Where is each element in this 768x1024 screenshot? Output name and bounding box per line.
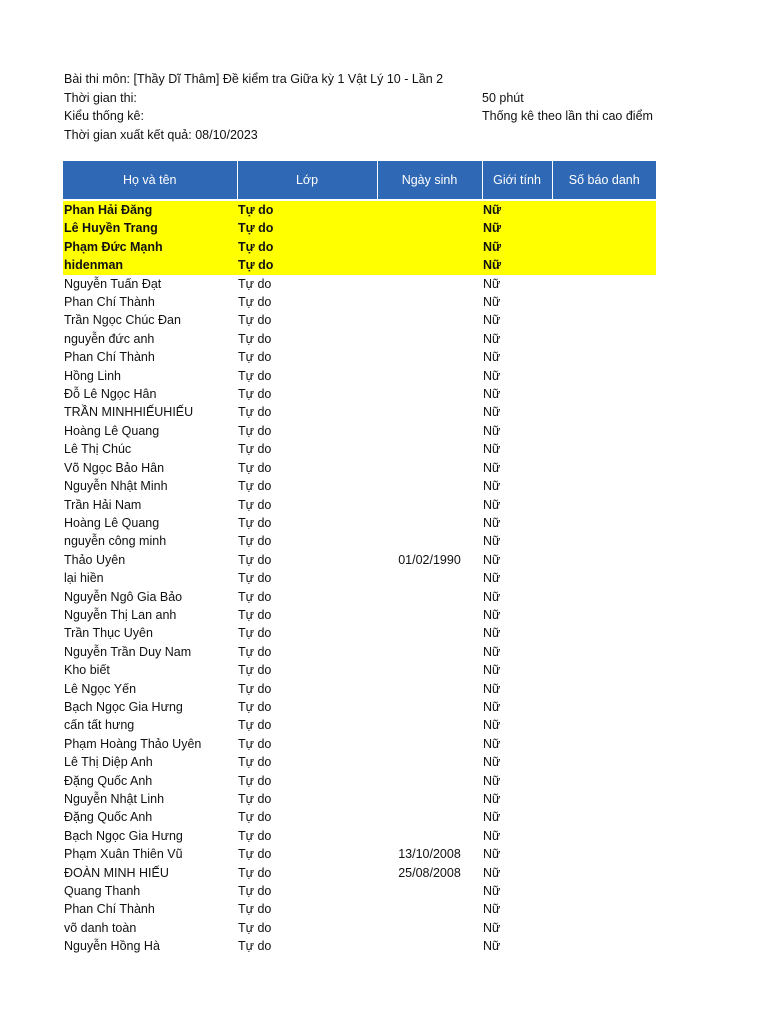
class-cell: Tự do <box>238 607 272 622</box>
dob-cell <box>377 661 482 679</box>
dob-cell <box>377 238 482 256</box>
class-cell: Tự do <box>238 387 272 402</box>
dob-cell <box>377 496 482 514</box>
sbd-cell <box>552 422 656 440</box>
gender-cell: Nữ <box>483 773 501 788</box>
dob-cell <box>377 219 482 237</box>
gender-cell: Nữ <box>483 571 501 586</box>
name-cell: Hoàng Lê Quang <box>64 515 160 530</box>
sbd-cell <box>552 588 656 606</box>
dob-cell <box>377 698 482 716</box>
table-row <box>63 330 656 348</box>
dob-cell <box>377 882 482 900</box>
table-row <box>63 367 656 385</box>
highlighted-row <box>63 201 656 219</box>
sbd-cell <box>552 238 656 256</box>
class-cell: Tự do <box>238 810 272 825</box>
gender-cell: Nữ <box>483 718 501 733</box>
column-header-class: Lớp <box>237 161 377 199</box>
sbd-cell <box>552 827 656 845</box>
exam-info <box>64 70 704 144</box>
class-cell: Tự do <box>238 442 272 457</box>
sbd-cell <box>552 661 656 679</box>
gender-cell: Nữ <box>483 663 501 678</box>
exam-title: Bài thi môn: [Thầy Dĩ Thâm] Đề kiểm tra Giữa kỳ 1 Vật Lý 10 - Lần 2 <box>64 72 444 86</box>
sbd-cell <box>552 716 656 734</box>
table-row <box>63 900 656 918</box>
sbd-cell <box>552 201 656 219</box>
sbd-cell <box>552 403 656 421</box>
gender-cell: Nữ <box>483 939 501 954</box>
class-cell: Tự do <box>238 571 272 586</box>
name-cell: Lê Thị Diệp Anh <box>64 755 153 770</box>
stat-type-value: Thống kê theo lần thi cao điểm <box>482 109 653 123</box>
sbd-cell <box>552 569 656 587</box>
class-cell: Tự do <box>237 219 377 237</box>
gender-cell: Nữ <box>483 828 501 843</box>
class-cell: Tự do <box>238 792 272 806</box>
dob-cell <box>377 514 482 532</box>
class-cell: Tự do <box>238 276 272 291</box>
table-row <box>63 772 656 790</box>
class-cell: Tự do <box>238 847 272 862</box>
class-cell: Tự do <box>238 828 272 843</box>
sbd-cell <box>552 367 656 385</box>
gender-cell: Nữ <box>482 219 552 237</box>
name-cell: Nguyễn Nhật Linh <box>64 792 165 806</box>
name-cell: Phan Chí Thành <box>64 350 155 365</box>
dob-cell <box>377 680 482 698</box>
class-cell: Tự do <box>238 479 272 494</box>
highlighted-row <box>63 256 656 274</box>
class-cell: Tự do <box>238 755 272 770</box>
gender-cell: Nữ <box>483 479 501 494</box>
duration-value: 50 phút <box>482 90 524 105</box>
sbd-cell <box>552 496 656 514</box>
name-cell: Nguyễn Tuấn Đạt <box>64 276 162 291</box>
sbd-cell <box>552 808 656 826</box>
class-cell: Tự do <box>237 256 377 274</box>
dob-cell: 13/10/2008 <box>398 847 461 862</box>
table-body <box>63 199 656 956</box>
highlighted-row <box>63 238 656 256</box>
gender-cell: Nữ <box>483 607 501 622</box>
class-cell: Tự do <box>238 515 272 530</box>
table-row <box>63 716 656 734</box>
dob-cell <box>377 348 482 366</box>
sbd-cell <box>552 551 656 569</box>
class-cell: Tự do <box>238 626 272 641</box>
name-cell: võ danh toàn <box>64 920 137 935</box>
table-row <box>63 496 656 514</box>
table-row <box>63 680 656 698</box>
class-cell: Tự do <box>238 313 272 328</box>
class-cell: Tự do <box>237 201 377 219</box>
table-row <box>63 624 656 642</box>
gender-cell: Nữ <box>483 792 501 806</box>
class-cell: Tự do <box>238 865 272 880</box>
sbd-cell <box>552 937 656 955</box>
column-header-dob: Ngày sinh <box>377 161 482 199</box>
sbd-cell <box>552 919 656 937</box>
dob-cell <box>377 440 482 458</box>
sbd-cell <box>552 256 656 274</box>
class-cell: Tự do <box>238 939 272 954</box>
gender-cell: Nữ <box>482 238 552 256</box>
dob-cell <box>377 624 482 642</box>
class-cell: Tự do <box>237 238 377 256</box>
table-row <box>63 440 656 458</box>
gender-cell: Nữ <box>483 902 501 917</box>
name-cell: Nguyễn Nhật Minh <box>64 479 168 494</box>
name-cell: Thảo Uyên <box>64 552 126 567</box>
sbd-cell <box>552 532 656 550</box>
gender-cell: Nữ <box>483 387 501 402</box>
gender-cell: Nữ <box>482 201 552 219</box>
gender-cell: Nữ <box>483 368 501 383</box>
name-cell: Nguyễn Trần Duy Nam <box>64 644 192 659</box>
gender-cell: Nữ <box>483 423 501 438</box>
stat-type-row <box>64 107 704 126</box>
name-cell: Hoàng Lê Quang <box>64 423 160 438</box>
name-cell: TRẦN MINHHIẾUHIẾU <box>64 405 194 420</box>
class-cell: Tự do <box>238 552 272 567</box>
class-cell: Tự do <box>238 368 272 383</box>
name-cell: cấn tất hưng <box>64 718 135 733</box>
dob-cell <box>377 790 482 808</box>
table-row <box>63 459 656 477</box>
gender-cell: Nữ <box>483 736 501 751</box>
sbd-cell <box>552 882 656 900</box>
table-row <box>63 606 656 624</box>
dob-cell <box>377 293 482 311</box>
dob-cell <box>377 422 482 440</box>
name-cell: Võ Ngọc Bảo Hân <box>64 460 165 475</box>
name-cell: Nguyễn Thị Lan anh <box>64 607 177 622</box>
dob-cell <box>377 808 482 826</box>
table-row <box>63 661 656 679</box>
gender-cell: Nữ <box>483 497 501 512</box>
name-cell: lại hiền <box>64 571 104 586</box>
table-row <box>63 864 656 882</box>
dob-cell <box>377 330 482 348</box>
column-header-name: Họ và tên <box>63 161 237 199</box>
class-cell: Tự do <box>238 534 272 549</box>
table-row <box>63 643 656 661</box>
class-cell: Tự do <box>238 405 272 420</box>
name-cell: Nguyễn Ngô Gia Bảo <box>64 589 183 604</box>
name-cell: Hồng Linh <box>64 368 121 383</box>
class-cell: Tự do <box>238 644 272 659</box>
name-cell: Đỗ Lê Ngọc Hân <box>64 387 157 402</box>
class-cell: Tự do <box>238 699 272 714</box>
table-row <box>63 698 656 716</box>
class-cell: Tự do <box>238 331 272 346</box>
name-cell: Phan Chí Thành <box>64 295 155 310</box>
name-cell: Lê Thị Chúc <box>64 442 132 457</box>
dob-cell <box>377 459 482 477</box>
name-cell: Đặng Quốc Anh <box>64 810 153 825</box>
name-cell: Phạm Đức Mạnh <box>63 238 237 256</box>
class-cell: Tự do <box>238 736 272 751</box>
name-cell: Đặng Quốc Anh <box>64 773 153 788</box>
name-cell: Lê Ngọc Yến <box>64 681 137 696</box>
gender-cell: Nữ <box>483 442 501 457</box>
sbd-cell <box>552 459 656 477</box>
duration-label: Thời gian thi: <box>64 90 137 105</box>
dob-cell <box>377 311 482 329</box>
gender-cell: Nữ <box>483 405 501 420</box>
table-row <box>63 790 656 808</box>
dob-cell <box>377 275 482 293</box>
table-row <box>63 477 656 495</box>
dob-cell <box>377 643 482 661</box>
dob-cell <box>377 827 482 845</box>
dob-cell <box>377 588 482 606</box>
gender-cell: Nữ <box>483 626 501 641</box>
gender-cell: Nữ <box>483 460 501 475</box>
name-cell: Phan Hải Đăng <box>63 201 237 219</box>
name-cell: nguyễn đức anh <box>64 331 155 346</box>
name-cell: Trần Hải Nam <box>64 497 142 512</box>
gender-cell: Nữ <box>483 847 501 862</box>
dob-cell <box>377 753 482 771</box>
sbd-cell <box>552 219 656 237</box>
sbd-cell <box>552 514 656 532</box>
stat-type-label: Kiểu thống kê: <box>64 109 144 123</box>
gender-cell: Nữ <box>483 295 501 310</box>
table-row <box>63 735 656 753</box>
class-cell: Tự do <box>238 460 272 475</box>
dob-cell <box>377 569 482 587</box>
results-table <box>63 161 656 956</box>
dob-cell <box>377 477 482 495</box>
sbd-cell <box>552 348 656 366</box>
gender-cell: Nữ <box>483 515 501 530</box>
sbd-cell <box>552 753 656 771</box>
gender-cell: Nữ <box>483 350 501 365</box>
dob-cell <box>377 403 482 421</box>
name-cell: Nguyễn Hồng Hà <box>64 939 160 954</box>
name-cell: Bạch Ngọc Gia Hưng <box>64 699 183 714</box>
gender-cell: Nữ <box>483 552 501 567</box>
table-header-row <box>63 161 656 199</box>
name-cell: Lê Huyền Trang <box>63 219 237 237</box>
gender-cell: Nữ <box>483 534 501 549</box>
gender-cell: Nữ <box>483 276 501 291</box>
class-cell: Tự do <box>238 350 272 365</box>
class-cell: Tự do <box>238 663 272 678</box>
gender-cell: Nữ <box>483 644 501 659</box>
class-cell: Tự do <box>238 773 272 788</box>
sbd-cell <box>552 311 656 329</box>
sbd-cell <box>552 900 656 918</box>
gender-cell: Nữ <box>483 681 501 696</box>
table-row <box>63 293 656 311</box>
table-row <box>63 422 656 440</box>
dob-cell <box>377 937 482 955</box>
dob-cell <box>377 772 482 790</box>
name-cell: Trần Ngọc Chúc Đan <box>64 313 181 328</box>
dob-cell <box>377 919 482 937</box>
duration-row <box>64 89 704 108</box>
name-cell: hidenman <box>63 256 237 274</box>
table-row <box>63 348 656 366</box>
dob-cell <box>377 367 482 385</box>
table-row <box>63 753 656 771</box>
table-row <box>63 551 656 569</box>
sbd-cell <box>552 845 656 863</box>
table-row <box>63 514 656 532</box>
sbd-cell <box>552 293 656 311</box>
table-row <box>63 569 656 587</box>
table-row <box>63 827 656 845</box>
dob-cell: 01/02/1990 <box>398 552 461 567</box>
table-row <box>63 919 656 937</box>
sbd-cell <box>552 624 656 642</box>
gender-cell: Nữ <box>483 589 501 604</box>
name-cell: ĐOÀN MINH HIẾU <box>64 865 169 880</box>
table-row <box>63 937 656 955</box>
sbd-cell <box>552 440 656 458</box>
sbd-cell <box>552 735 656 753</box>
class-cell: Tự do <box>238 681 272 696</box>
sbd-cell <box>552 790 656 808</box>
gender-cell: Nữ <box>483 920 501 935</box>
table-row <box>63 403 656 421</box>
gender-cell: Nữ <box>483 810 501 825</box>
sbd-cell <box>552 643 656 661</box>
dob-cell: 25/08/2008 <box>398 865 461 880</box>
column-header-sbd: Số báo danh <box>552 161 656 199</box>
dob-cell <box>377 735 482 753</box>
table-row <box>63 532 656 550</box>
table-row <box>63 808 656 826</box>
dob-cell <box>377 900 482 918</box>
sbd-cell <box>552 477 656 495</box>
name-cell: nguyễn công minh <box>64 534 167 549</box>
sbd-cell <box>552 864 656 882</box>
gender-cell: Nữ <box>483 313 501 328</box>
table-row <box>63 275 656 293</box>
highlighted-row <box>63 219 656 237</box>
gender-cell: Nữ <box>483 865 501 880</box>
name-cell: Bạch Ngọc Gia Hưng <box>64 828 183 843</box>
class-cell: Tự do <box>238 920 272 935</box>
gender-cell: Nữ <box>483 331 501 346</box>
name-cell: Trần Thục Uyên <box>64 626 153 641</box>
name-cell: Phạm Xuân Thiên Vũ <box>64 847 183 862</box>
dob-cell <box>377 385 482 403</box>
sbd-cell <box>552 385 656 403</box>
name-cell: Quang Thanh <box>64 884 141 899</box>
export-time: Thời gian xuất kết quả: 08/10/2023 <box>64 127 258 142</box>
gender-cell: Nữ <box>483 755 501 770</box>
table-row <box>63 588 656 606</box>
class-cell: Tự do <box>238 902 272 917</box>
name-cell: Kho biết <box>64 663 110 678</box>
class-cell: Tự do <box>238 589 272 604</box>
class-cell: Tự do <box>238 295 272 310</box>
name-cell: Phạm Hoàng Thảo Uyên <box>64 736 202 751</box>
dob-cell <box>377 201 482 219</box>
dob-cell <box>377 532 482 550</box>
table-row <box>63 385 656 403</box>
dob-cell <box>377 606 482 624</box>
sbd-cell <box>552 772 656 790</box>
name-cell: Phan Chí Thành <box>64 902 155 917</box>
class-cell: Tự do <box>238 884 272 899</box>
sbd-cell <box>552 330 656 348</box>
gender-cell: Nữ <box>483 699 501 714</box>
dob-cell <box>377 256 482 274</box>
gender-cell: Nữ <box>482 256 552 274</box>
sbd-cell <box>552 698 656 716</box>
dob-cell <box>377 716 482 734</box>
column-header-gender: Giới tính <box>482 161 552 199</box>
gender-cell: Nữ <box>483 884 501 899</box>
table-row <box>63 845 656 863</box>
sbd-cell <box>552 680 656 698</box>
class-cell: Tự do <box>238 497 272 512</box>
table-row <box>63 882 656 900</box>
class-cell: Tự do <box>238 718 272 733</box>
sbd-cell <box>552 606 656 624</box>
sbd-cell <box>552 275 656 293</box>
class-cell: Tự do <box>238 423 272 438</box>
table-row <box>63 311 656 329</box>
